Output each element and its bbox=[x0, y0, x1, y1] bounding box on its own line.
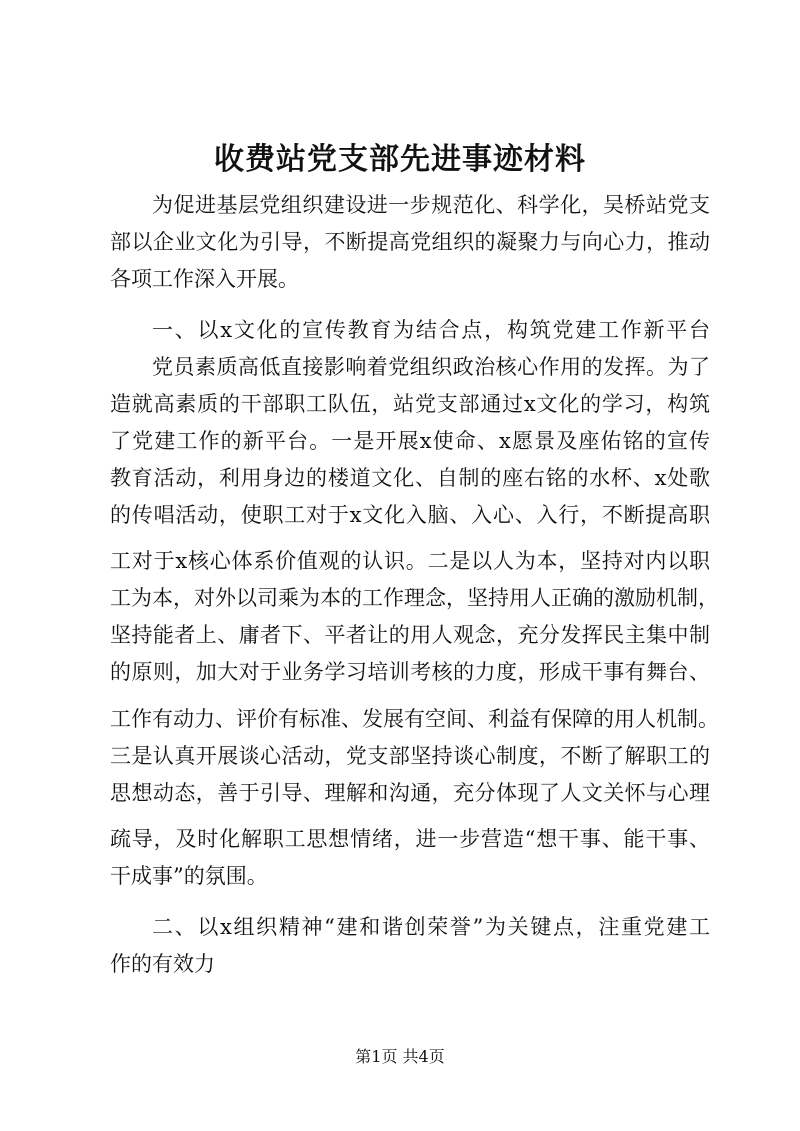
paragraph-line-6: 了党建工作的新平台。一是开展x使命、x愿景及座佑铭的宣传 bbox=[110, 429, 710, 453]
section-heading-2-cont: 作的有效力 bbox=[110, 952, 215, 976]
paragraph-line-1: 为促进基层党组织建设进一步规范化、科学化，吴桥站党支 bbox=[152, 193, 710, 217]
paragraph-line-14: 三是认真开展谈心活动，党支部坚持谈心制度，不断了解职工的 bbox=[110, 744, 710, 768]
paragraph-line-3: 各项工作深入开展。 bbox=[110, 267, 299, 291]
paragraph-line-7: 教育活动，利用身边的楼道文化、自制的座右铭的水杯、x处歌 bbox=[110, 466, 710, 490]
paragraph-line-13: 工作有动力、评价有标准、发展有空间、利益有保障的用人机制。 bbox=[110, 707, 719, 731]
section-heading-1: 一、以x文化的宣传教育为结合点，构筑党建工作新平台 bbox=[152, 318, 710, 342]
paragraph-line-15: 思想动态，善于引导、理解和沟通，充分体现了人文关怀与心理 bbox=[110, 781, 710, 805]
paragraph-line-17: 干成事”的氛围。 bbox=[110, 864, 268, 888]
page-footer: 第1页 共4页 bbox=[355, 1047, 445, 1066]
paragraph-line-2: 部以企业文化为引导，不断提高党组织的凝聚力与向心力，推动 bbox=[110, 230, 710, 254]
paragraph-line-4: 党员素质高低直接影响着党组织政治核心作用的发挥。为了 bbox=[152, 355, 710, 379]
paragraph-line-9: 工对于x核心体系价值观的认识。二是以人为本，坚持对内以职 bbox=[110, 549, 710, 573]
paragraph-line-5: 造就高素质的干部职工队伍，站党支部通过x文化的学习，构筑 bbox=[110, 392, 710, 416]
document-title: 收费站党支部先进事迹材料 bbox=[214, 142, 586, 177]
paragraph-line-10: 工为本，对外以司乘为本的工作理念，坚持用人正确的激励机制， bbox=[110, 586, 719, 610]
paragraph-line-11: 坚持能者上、庸者下、平者让的用人观念，充分发挥民主集中制 bbox=[110, 623, 710, 647]
paragraph-line-16: 疏导，及时化解职工思想情绪，进一步营造“想干事、能干事、 bbox=[110, 827, 710, 851]
paragraph-line-12: 的原则，加大对于业务学习培训考核的力度，形成干事有舞台、 bbox=[110, 660, 710, 684]
paragraph-line-8: 的传唱活动，使职工对于x文化入脑、入心、入行，不断提高职 bbox=[110, 503, 710, 527]
section-heading-2: 二、以x组织精神“建和谐创荣誉”为关键点，注重党建工 bbox=[152, 915, 710, 939]
